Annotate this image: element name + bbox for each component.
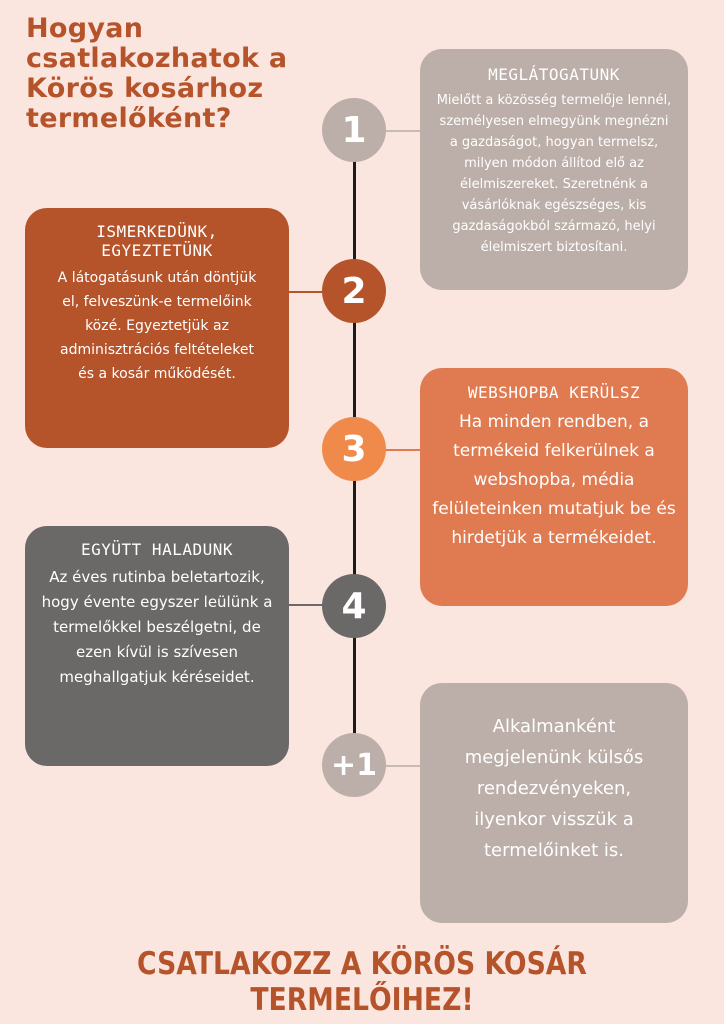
step-2-heading: ISMERKEDÜNK, EGYEZTETÜNK: [96, 222, 218, 260]
step-4-number: 4: [341, 585, 367, 627]
connector-1: [380, 130, 422, 132]
step-4-heading: EGYÜTT HALADUNK: [81, 540, 233, 559]
step-2-circle: [322, 259, 386, 323]
step-1-heading: MEGLÁTOGATUNK: [488, 65, 620, 84]
connector-5: [380, 765, 422, 767]
step-2-text: A látogatásunk után döntjük el, felveszünk-e termelőink közé. Egyeztetjük az adminisztrációs feltételeket és a kosár működését.: [57, 270, 257, 382]
step-5-number: +1: [330, 747, 377, 783]
step-4-circle: [322, 574, 386, 638]
step-2-number: 2: [341, 270, 367, 312]
page-title: Hogyan csatlakozhatok a Körös kosárhoz termelőként?: [26, 13, 288, 134]
step-1-card: [420, 49, 688, 290]
step-4-text: Az éves rutinba beletartozik, hogy évente egyszer leülünk a termelőkkel beszélgetni, de ezen kívül is szívesen meghallgatjuk kéréseidet.: [41, 568, 273, 686]
step-2-card: [25, 208, 289, 448]
step-1-circle: [322, 98, 386, 162]
step-5-circle: [322, 733, 386, 797]
step-3-text: Ha minden rendben, a termékeid felkerülnek a webshopba, média felületeinken mutatjuk be és hirdetjük a termékeidet.: [432, 412, 676, 548]
step-3-number: 3: [341, 428, 367, 470]
step-5-card: [420, 683, 688, 923]
connector-3: [380, 449, 422, 451]
step-5-text: Alkalmanként megjelenünk külsős rendezvényeken, ilyenkor visszük a termelőinket is.: [464, 716, 644, 861]
step-1-text: Mielőtt a közösség termelője lennél, személyesen elmegyünk megnézni a gazdaságot, hogyan termelsz, milyen módon állítod elő az élelmiszereket. Szeretnénk a vásárlóknak egészséges, kis gazdaságokból származó, helyi élelmiszert biztosítani.: [436, 93, 672, 255]
step-1-number: 1: [341, 109, 367, 151]
step-3-circle: [322, 417, 386, 481]
call-to-action-footer: CSATLAKOZZ A KÖRÖS KOSÁR TERMELŐIHEZ!: [137, 946, 587, 1018]
step-3-card: [420, 368, 688, 606]
step-3-heading: WEBSHOPBA KERÜLSZ: [467, 383, 641, 402]
step-4-card: [25, 526, 289, 766]
